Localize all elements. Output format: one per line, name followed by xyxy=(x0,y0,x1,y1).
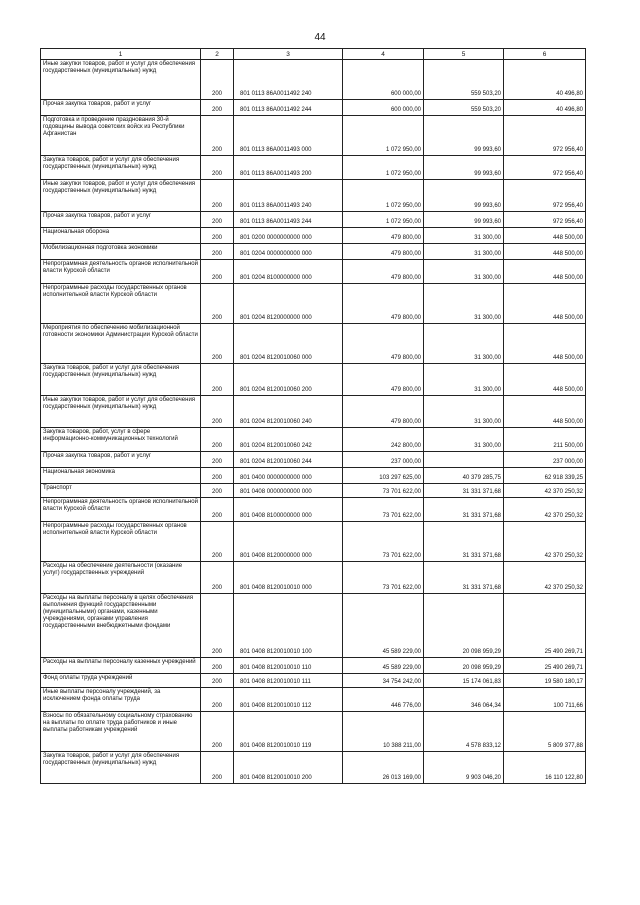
row-code-cell: 200 xyxy=(201,260,234,284)
header-col-3: 3 xyxy=(234,49,343,60)
row-col5-cell: 31 300,00 xyxy=(424,260,504,284)
table-row xyxy=(41,452,586,468)
table-row xyxy=(41,228,586,244)
row-kbk-cell: 801 0113 86А0011493 244 xyxy=(234,212,343,228)
row-col4-cell: 446 776,00 xyxy=(343,688,424,712)
row-col5-cell: 31 300,00 xyxy=(424,364,504,396)
row-col6-cell: 972 956,40 xyxy=(504,156,586,180)
row-col4-cell: 45 589 229,00 xyxy=(343,658,424,674)
row-col4-cell: 103 297 625,00 xyxy=(343,468,424,484)
row-code-cell: 200 xyxy=(201,688,234,712)
row-col4-cell: 10 388 211,00 xyxy=(343,712,424,752)
table-row xyxy=(41,260,586,284)
table-row xyxy=(41,364,586,396)
row-code-cell: 200 xyxy=(201,452,234,468)
row-col4-cell: 1 072 950,00 xyxy=(343,156,424,180)
row-col5-cell: 99 993,60 xyxy=(424,116,504,156)
row-name-cell: Национальная оборона xyxy=(41,228,201,244)
table-row xyxy=(41,522,586,562)
row-col5-cell: 15 174 061,83 xyxy=(424,674,504,688)
row-name-cell: Закупка товаров, работ и услуг для обеспечения государственных (муниципальных) нужд xyxy=(41,752,201,784)
row-kbk-cell: 801 0204 8120010060 240 xyxy=(234,396,343,428)
row-name-cell: Прочая закупка товаров, работ и услуг xyxy=(41,212,201,228)
row-kbk-cell: 801 0204 8100000000 000 xyxy=(234,260,343,284)
row-name-cell: Взносы по обязательному социальному страхованию на выплаты по оплате труда работников и иные выплаты работникам учреждений xyxy=(41,712,201,752)
row-col5-cell: 40 379 285,75 xyxy=(424,468,504,484)
header-col-6: 6 xyxy=(504,49,586,60)
row-col6-cell: 972 956,40 xyxy=(504,116,586,156)
table-row xyxy=(41,212,586,228)
table-row xyxy=(41,324,586,364)
row-col5-cell: 31 300,00 xyxy=(424,284,504,324)
table-row xyxy=(41,752,586,784)
row-col6-cell: 211 500,00 xyxy=(504,428,586,452)
row-col6-cell: 42 370 250,32 xyxy=(504,498,586,522)
row-code-cell: 200 xyxy=(201,468,234,484)
table-row xyxy=(41,116,586,156)
row-code-cell: 200 xyxy=(201,396,234,428)
row-col4-cell: 479 800,00 xyxy=(343,284,424,324)
row-code-cell: 200 xyxy=(201,228,234,244)
row-col6-cell: 448 500,00 xyxy=(504,364,586,396)
table-row xyxy=(41,468,586,484)
row-col5-cell: 346 064,34 xyxy=(424,688,504,712)
row-col5-cell: 99 993,60 xyxy=(424,180,504,212)
row-code-cell: 200 xyxy=(201,324,234,364)
row-col6-cell: 972 956,40 xyxy=(504,212,586,228)
row-col4-cell: 73 701 622,00 xyxy=(343,484,424,498)
row-col6-cell: 448 500,00 xyxy=(504,284,586,324)
row-col6-cell: 972 956,40 xyxy=(504,180,586,212)
row-name-cell: Непрограммная деятельность органов исполнительной власти Курской области xyxy=(41,260,201,284)
row-name-cell: Непрограммные расходы государственных органов исполнительной власти Курской области xyxy=(41,284,201,324)
row-col6-cell: 237 000,00 xyxy=(504,452,586,468)
row-col4-cell: 26 013 169,00 xyxy=(343,752,424,784)
row-col5-cell: 20 098 959,29 xyxy=(424,658,504,674)
row-kbk-cell: 801 0204 8120010060 244 xyxy=(234,452,343,468)
row-col4-cell: 242 800,00 xyxy=(343,428,424,452)
table-row xyxy=(41,60,586,100)
row-col4-cell: 479 800,00 xyxy=(343,244,424,260)
row-col4-cell: 73 701 622,00 xyxy=(343,498,424,522)
row-col6-cell: 42 370 250,32 xyxy=(504,562,586,594)
row-code-cell: 200 xyxy=(201,364,234,396)
row-name-cell: Мобилизационная подготовка экономики xyxy=(41,244,201,260)
row-kbk-cell: 801 0204 8120000000 000 xyxy=(234,284,343,324)
page-number: 44 xyxy=(314,32,326,43)
row-name-cell: Расходы на выплаты персоналу в целях обеспечения выполнения функций государственными (муниципальными) органами, казенными учреждениями, органами управления государственными внебюджетными фондами xyxy=(41,594,201,658)
row-kbk-cell: 801 0200 0000000000 000 xyxy=(234,228,343,244)
row-kbk-cell: 801 0408 8120000000 000 xyxy=(234,522,343,562)
header-col-2: 2 xyxy=(201,49,234,60)
row-code-cell: 200 xyxy=(201,180,234,212)
row-col5-cell: 31 300,00 xyxy=(424,428,504,452)
row-kbk-cell: 801 0408 8120010010 110 xyxy=(234,658,343,674)
row-col6-cell: 16 110 122,80 xyxy=(504,752,586,784)
row-code-cell: 200 xyxy=(201,284,234,324)
row-col5-cell: 4 578 833,12 xyxy=(424,712,504,752)
row-kbk-cell: 801 0204 8120010060 200 xyxy=(234,364,343,396)
row-kbk-cell: 801 0408 8120010010 119 xyxy=(234,712,343,752)
row-kbk-cell: 801 0113 86А0011493 000 xyxy=(234,116,343,156)
table-row xyxy=(41,396,586,428)
row-col6-cell: 448 500,00 xyxy=(504,396,586,428)
row-code-cell: 200 xyxy=(201,712,234,752)
row-code-cell: 200 xyxy=(201,522,234,562)
row-col5-cell: 31 331 371,68 xyxy=(424,484,504,498)
row-col4-cell: 1 072 950,00 xyxy=(343,212,424,228)
row-col4-cell: 237 000,00 xyxy=(343,452,424,468)
row-kbk-cell: 801 0204 0000000000 000 xyxy=(234,244,343,260)
row-name-cell: Мероприятия по обеспечению мобилизационной готовности экономики Администрации Курской области xyxy=(41,324,201,364)
row-name-cell: Иные закупки товаров, работ и услуг для обеспечения государственных (муниципальных) нужд xyxy=(41,180,201,212)
row-kbk-cell: 801 0408 8120010010 100 xyxy=(234,594,343,658)
row-col4-cell: 34 754 242,00 xyxy=(343,674,424,688)
row-name-cell: Непрограммная деятельность органов исполнительной власти Курской области xyxy=(41,498,201,522)
row-name-cell: Фонд оплаты труда учреждений xyxy=(41,674,201,688)
table-row xyxy=(41,658,586,674)
row-col4-cell: 73 701 622,00 xyxy=(343,522,424,562)
row-col5-cell: 559 503,20 xyxy=(424,100,504,116)
table-row xyxy=(41,688,586,712)
row-name-cell: Транспорт xyxy=(41,484,201,498)
row-col5-cell: 31 331 371,68 xyxy=(424,562,504,594)
row-code-cell: 200 xyxy=(201,428,234,452)
row-name-cell: Закупка товаров, работ и услуг для обеспечения государственных (муниципальных) нужд xyxy=(41,156,201,180)
row-code-cell: 200 xyxy=(201,498,234,522)
row-col5-cell: 31 300,00 xyxy=(424,324,504,364)
row-code-cell: 200 xyxy=(201,244,234,260)
row-col6-cell: 42 370 250,32 xyxy=(504,522,586,562)
row-kbk-cell: 801 0113 86А0011492 240 xyxy=(234,60,343,100)
row-col5-cell: 99 993,60 xyxy=(424,212,504,228)
row-code-cell: 200 xyxy=(201,156,234,180)
row-col6-cell: 25 490 269,71 xyxy=(504,658,586,674)
row-name-cell: Иные закупки товаров, работ и услуг для обеспечения государственных (муниципальных) нужд xyxy=(41,60,201,100)
row-col6-cell: 19 580 180,17 xyxy=(504,674,586,688)
row-col4-cell: 1 072 950,00 xyxy=(343,116,424,156)
row-col6-cell: 448 500,00 xyxy=(504,244,586,260)
row-col5-cell: 31 331 371,68 xyxy=(424,498,504,522)
row-col6-cell: 42 370 250,32 xyxy=(504,484,586,498)
row-col5-cell: 559 503,20 xyxy=(424,60,504,100)
table-row xyxy=(41,674,586,688)
row-name-cell: Иные выплаты персоналу учреждений, за исключением фонда оплаты труда xyxy=(41,688,201,712)
row-col6-cell: 448 500,00 xyxy=(504,260,586,284)
table-row xyxy=(41,244,586,260)
table-row xyxy=(41,428,586,452)
table-row xyxy=(41,100,586,116)
row-col5-cell: 99 993,60 xyxy=(424,156,504,180)
row-name-cell: Подготовка и проведение празднования 30-й годовщины вывода советских войск из Республики Афганистан xyxy=(41,116,201,156)
row-col4-cell: 479 800,00 xyxy=(343,260,424,284)
row-kbk-cell: 801 0408 8120010010 111 xyxy=(234,674,343,688)
row-name-cell: Расходы на обеспечение деятельности (оказание услуг) государственных учреждений xyxy=(41,562,201,594)
row-col6-cell: 100 711,66 xyxy=(504,688,586,712)
row-col4-cell: 479 800,00 xyxy=(343,228,424,244)
row-col4-cell: 600 000,00 xyxy=(343,60,424,100)
row-code-cell: 200 xyxy=(201,100,234,116)
row-col6-cell: 448 500,00 xyxy=(504,324,586,364)
table-row xyxy=(41,562,586,594)
row-code-cell: 200 xyxy=(201,116,234,156)
table-body xyxy=(41,60,586,784)
row-col4-cell: 73 701 622,00 xyxy=(343,562,424,594)
row-code-cell: 200 xyxy=(201,594,234,658)
row-col4-cell: 479 800,00 xyxy=(343,324,424,364)
row-col6-cell: 62 918 339,25 xyxy=(504,468,586,484)
row-code-cell: 200 xyxy=(201,60,234,100)
row-kbk-cell: 801 0408 8120010010 000 xyxy=(234,562,343,594)
table-row xyxy=(41,180,586,212)
header-col-5: 5 xyxy=(424,49,504,60)
row-kbk-cell: 801 0204 8120010060 242 xyxy=(234,428,343,452)
row-col6-cell: 448 500,00 xyxy=(504,228,586,244)
row-name-cell: Национальная экономика xyxy=(41,468,201,484)
row-kbk-cell: 801 0113 86А0011493 240 xyxy=(234,180,343,212)
row-name-cell: Закупка товаров, работ, услуг в сфере информационно-коммуникационных технологий xyxy=(41,428,201,452)
table-row xyxy=(41,594,586,658)
row-name-cell: Иные закупки товаров, работ и услуг для обеспечения государственных (муниципальных) нужд xyxy=(41,396,201,428)
table-row xyxy=(41,712,586,752)
row-col6-cell: 25 490 269,71 xyxy=(504,594,586,658)
row-name-cell: Прочая закупка товаров, работ и услуг xyxy=(41,100,201,116)
row-code-cell: 200 xyxy=(201,562,234,594)
row-code-cell: 200 xyxy=(201,674,234,688)
table-header-row xyxy=(41,49,586,60)
row-col5-cell: 20 098 959,29 xyxy=(424,594,504,658)
row-col5-cell: 31 331 371,68 xyxy=(424,522,504,562)
table-row xyxy=(41,284,586,324)
row-code-cell: 200 xyxy=(201,752,234,784)
row-col5-cell: 31 300,00 xyxy=(424,244,504,260)
row-col6-cell: 40 496,80 xyxy=(504,100,586,116)
table-row xyxy=(41,156,586,180)
row-col4-cell: 600 000,00 xyxy=(343,100,424,116)
row-name-cell: Расходы на выплаты персоналу казенных учреждений xyxy=(41,658,201,674)
row-kbk-cell: 801 0204 8120010060 000 xyxy=(234,324,343,364)
row-col4-cell: 1 072 950,00 xyxy=(343,180,424,212)
row-col5-cell: 9 903 046,20 xyxy=(424,752,504,784)
header-col-4: 4 xyxy=(343,49,424,60)
row-kbk-cell: 801 0408 8120010010 200 xyxy=(234,752,343,784)
row-col4-cell: 479 800,00 xyxy=(343,364,424,396)
row-kbk-cell: 801 0408 0000000000 000 xyxy=(234,484,343,498)
header-col-1: 1 xyxy=(41,49,201,60)
row-name-cell: Непрограммные расходы государственных органов исполнительной власти Курской области xyxy=(41,522,201,562)
row-col5-cell: 31 300,00 xyxy=(424,396,504,428)
row-code-cell: 200 xyxy=(201,484,234,498)
row-kbk-cell: 801 0113 86А0011492 244 xyxy=(234,100,343,116)
row-code-cell: 200 xyxy=(201,658,234,674)
row-col6-cell: 5 809 377,88 xyxy=(504,712,586,752)
table-row xyxy=(41,484,586,498)
row-col5-cell: 31 300,00 xyxy=(424,228,504,244)
row-col4-cell: 479 800,00 xyxy=(343,396,424,428)
row-code-cell: 200 xyxy=(201,212,234,228)
row-kbk-cell: 801 0408 8100000000 000 xyxy=(234,498,343,522)
row-kbk-cell: 801 0400 0000000000 000 xyxy=(234,468,343,484)
row-kbk-cell: 801 0113 86А0011493 200 xyxy=(234,156,343,180)
budget-execution-table xyxy=(40,48,586,784)
row-kbk-cell: 801 0408 8120010010 112 xyxy=(234,688,343,712)
row-col5-cell xyxy=(424,452,504,468)
table-row xyxy=(41,498,586,522)
row-name-cell: Закупка товаров, работ и услуг для обеспечения государственных (муниципальных) нужд xyxy=(41,364,201,396)
row-name-cell: Прочая закупка товаров, работ и услуг xyxy=(41,452,201,468)
row-col4-cell: 45 589 229,00 xyxy=(343,594,424,658)
row-col6-cell: 40 496,80 xyxy=(504,60,586,100)
